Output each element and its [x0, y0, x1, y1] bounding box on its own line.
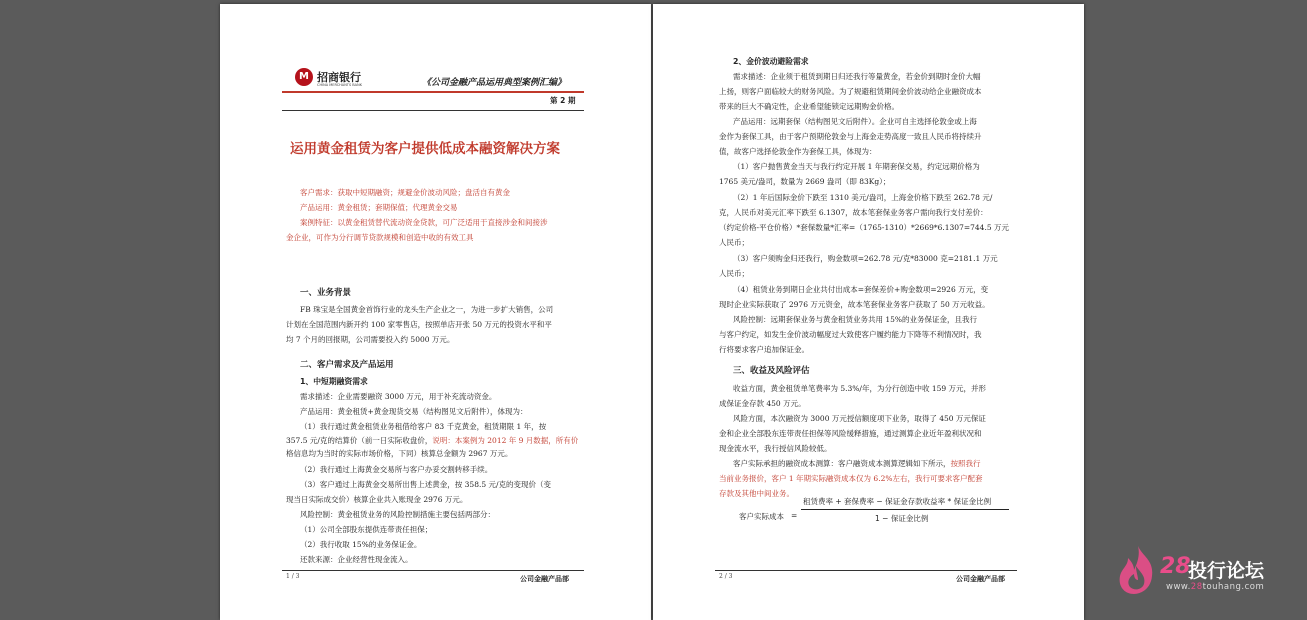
watermark-number: 28 — [1160, 554, 1191, 579]
fraction-bar — [801, 509, 1009, 510]
body-line: （2）我行通过上海黄金交易所与客户办妥交割转移手续。 — [300, 465, 493, 474]
body-line — [286, 436, 578, 446]
body-line: 均 7 个月的回报期，公司需要投入约 5000 万元。 — [286, 335, 455, 344]
section-heading: 二、客户需求及产品运用 — [300, 360, 394, 370]
body-line: 1765 美元/盎司，数量为 2669 盎司（即 83Kg）； — [719, 177, 891, 186]
body-line: （3）客户通过上海黄金交易所出售上述黄金，按 358.5 元/克的变现价（变 — [300, 480, 552, 489]
body-line: 收益方面，黄金租赁单笔费率为 5.3%/年，为分行创造中收 159 万元，并形 — [733, 384, 987, 393]
body-line: 成保证金存款 450 万元。 — [719, 399, 806, 408]
footer-divider — [282, 570, 584, 571]
body-line: （3）客户须购金归还我行，购金数项=262.78 元/克*83000 克=2181.1 万元 — [733, 254, 998, 263]
body-line: 人民币； — [719, 269, 749, 278]
summary-line: 产品运用：黄金租赁；套期保值；代理黄金交易 — [300, 203, 458, 212]
body-line: 与客户约定，如发生金价波动幅度过大致使客户履约能力下降等不利情况时，我 — [719, 330, 982, 339]
formula-label: 客户实际成本 — [739, 512, 784, 521]
body-line: 现金流水平，我行授信风险较低。 — [719, 444, 832, 453]
page-number: 2 / 3 — [719, 573, 733, 580]
body-line: （2）1 年后国际金价下跌至 1310 美元/盎司，上海金价格下跌至 262.78 元/ — [733, 193, 993, 202]
url-prefix: www. — [1166, 582, 1191, 592]
body-text: 客户实际承担的融资成本测算：客户融资成本测算逻辑如下所示， — [733, 459, 951, 468]
watermark-name: 投行论坛 — [1188, 560, 1265, 582]
url-suffix: touhang.com — [1202, 582, 1265, 592]
flame-logo-icon — [1112, 544, 1164, 596]
body-line: 还款来源：企业经营性现金流入。 — [300, 555, 413, 564]
body-line: 行将要求客户追加保证金。 — [719, 345, 809, 354]
bank-logo-icon: M — [295, 68, 313, 86]
footer-department: 公司金融产品部 — [520, 575, 569, 583]
body-line: 计划在全国范围内新开约 100 家零售店，按照单店开张 50 万元的投资水平和平 — [286, 320, 552, 329]
header-divider — [282, 91, 584, 93]
issue-number: 第 2 期 — [550, 96, 576, 105]
summary-line: 金企业，可作为分行调节贷款规模和创造中收的有效工具 — [286, 233, 474, 242]
body-line: 产品运用：黄金租赁+黄金现货交易（结构图见文后附件），体现为： — [300, 407, 528, 416]
formula-denominator: 1 − 保证金比例 — [875, 514, 929, 523]
body-line: 现当日实际成交价）核算企业共入账现金 2976 万元。 — [286, 495, 468, 504]
body-line: 人民币； — [719, 238, 749, 247]
body-line: 格信息均为当时的实际市场价格，下同）核算总金额为 2967 万元。 — [286, 449, 513, 458]
site-watermark — [1112, 544, 1302, 602]
body-line: （1）公司全部股东提供连带责任担保； — [300, 525, 433, 534]
body-line: 现时企业实际获取了 2976 万元资金，故本笔套保业务客户获取了 50 万元收益。 — [719, 300, 990, 309]
subsection-heading: 1、中短期融资需求 — [300, 377, 368, 386]
body-text: 357.5 元/克的结算价（前一日实际收盘价， — [286, 436, 433, 445]
body-line: 需求描述：企业需要融资 3000 万元，用于补充流动资金。 — [300, 392, 497, 401]
summary-line: 案例特征：以黄金租赁替代流动资金贷款，可广泛适用于直接涉金和间接涉 — [300, 218, 548, 227]
red-note-line: 存款及其他中间业务。 — [719, 489, 794, 498]
red-note-line: 当前业务报价，客户 1 年期实际融资成本仅为 6.2%左右，我行可要求客户配套 — [719, 474, 983, 483]
footer-divider — [715, 570, 1017, 571]
bank-logo-english: CHINA MERCHANTS BANK — [317, 83, 362, 87]
body-line: 值，故客户选择伦敦金作为套保工具，体现为： — [719, 147, 877, 156]
section-heading: 三、收益及风险评估 — [733, 366, 810, 376]
body-line: （1）我行通过黄金租赁业务租借给客户 83 千克黄金，租赁期限 1 年，按 — [300, 422, 547, 431]
footer-department: 公司金融产品部 — [956, 575, 1005, 583]
page-title: 运用黄金租赁为客户提供低成本融资解决方案 — [290, 141, 560, 157]
formula-numerator: 租赁费率 + 套保费率 − 保证金存款收益率 * 保证金比例 — [803, 497, 992, 506]
body-line: 带来的巨大不确定性，企业希望能锁定远期购金价格。 — [719, 102, 899, 111]
body-line: 金和企业全部股东连带责任担保等风险缓释措施，通过测算企业近年盈利状况和 — [719, 429, 982, 438]
body-line: 产品运用：远期套保（结构图见文后附件）。企业可自主选择伦敦金或上海 — [733, 117, 977, 126]
document-page-1[interactable] — [220, 4, 651, 620]
summary-line: 客户需求：获取中短期融资；规避金价波动风险；盘活自有黄金 — [300, 188, 510, 197]
bank-logo-name: 招商银行 — [317, 71, 361, 84]
url-highlight: 28 — [1190, 582, 1203, 592]
section-heading: 一、业务背景 — [300, 288, 352, 298]
body-line: 风险控制：远期套保业务与黄金租赁业务共用 15%的业务保证金，且我行 — [733, 315, 978, 324]
body-line: 金作为套保工具，由于客户预期伦敦金与上海金走势高度一致且人民币将持续升 — [719, 132, 982, 141]
body-line: 上扬，则客户面临较大的财务风险。为了规避租赁期间金价波动给企业融资成本 — [719, 87, 982, 96]
body-line: FB 珠宝是全国黄金首饰行业的龙头生产企业之一，为进一步扩大销售，公司 — [300, 305, 554, 314]
body-line: 风险方面，本次融资为 3000 万元授信额度项下业务，取得了 450 万元保证 — [733, 414, 986, 423]
red-note: 说明：本案例为 2012 年 9 月数据，所有价 — [432, 436, 579, 445]
body-line — [733, 459, 981, 469]
body-line: （约定价格-平仓价格）*套保数量*汇率=（1765-1310）*2669*6.1307=744.5 万元 — [719, 223, 1009, 232]
body-line: （1）客户抛售黄金当天与我行约定开展 1 年期套保交易，约定远期价格为 — [733, 162, 980, 171]
subsection-heading: 2、金价波动避险需求 — [733, 57, 809, 66]
body-line: 风险控制：黄金租赁业务的风险控制措施主要包括两部分： — [300, 510, 495, 519]
body-line: （4）租赁业务到期日企业共付出成本=套保差价+购金数项=2926 万元，变 — [733, 285, 989, 294]
page-number: 1 / 3 — [286, 573, 300, 580]
red-note: 按照我行 — [950, 459, 981, 468]
body-line: 需求描述：企业须于租赁到期日归还我行等量黄金，若金价到期时金价大幅 — [733, 72, 981, 81]
document-page-2[interactable] — [653, 4, 1084, 620]
body-line: 克，人民币对美元汇率下跌至 6.1307，故本笔套保业务客户需向我行支付差价： — [719, 208, 988, 217]
watermark-url — [1166, 582, 1264, 592]
header-divider-thin — [282, 110, 584, 111]
formula-equals: = — [791, 511, 798, 520]
publication-title: 《公司金融产品运用典型案例汇编》 — [422, 78, 567, 88]
bank-logo — [295, 68, 375, 92]
body-line: （2）我行收取 15%的业务保证金。 — [300, 540, 422, 549]
